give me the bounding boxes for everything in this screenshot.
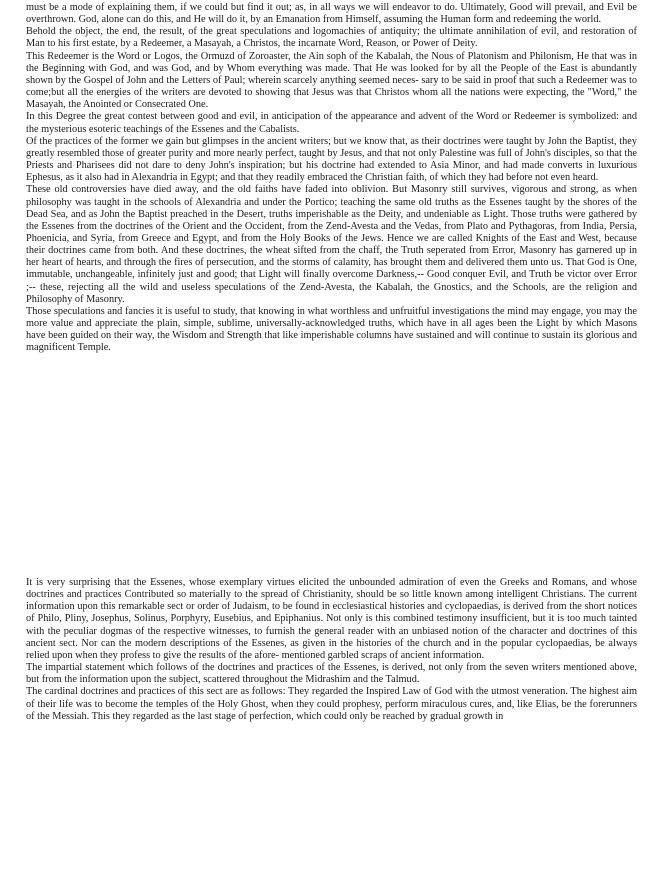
- paragraph: Of the practices of the former we gain but glimpses in the ancient writers; but we know that, as their doctrines were taught by John the Baptist, they greatly resembled those of greater purity and more nearly perfect, taught by Jesus, and that not only Palestine was full of John's disciples, so that the Priests and Pharisees did not dare to deny John's inspiration; but his doctrine had extended to Asia Minor, and had made converts in luxurious Ephesus, as it also had in Alexandria in Egypt; and that they readily embraced the Christian faith, of which they had before not even heard.: [26, 135, 637, 184]
- text-block-top: [26, 2, 637, 355]
- text-block-bottom: [26, 577, 637, 723]
- paragraph: must be a mode of explaining them, if we could but find it out; as, in all ways we will endeavor to do. Ultimately, Good will prevail, and Evil be overthrown. God, alone can do this, and He will do it, by an Emanation from Himself, assuming the Human form and redeeming the world.: [26, 2, 637, 26]
- paragraph: These old controversies have died away, and the old faiths have faded into oblivion. But Masonry still survives, vigorous and strong, as when philosophy was taught in the schools of Alexandria and under the Portico; teaching the same old truths as the Essenes taught by the shores of the Dead Sea, and as John the Baptist preached in the Desert, truths imperishable as the Deity, and undeniable as Light. Those truths were gathered by the Essenes from the doctrines of the Orient and the Occident, from the Zend-Avesta and the Vedas, from Plato and Pythagoras, from India, Persia, Phoenicia, and Syria, from Greece and Egypt, and from the Holy Books of the Jews. Hence we are called Knights of the East and West, because their doctrines came from both. And these doctrines, the wheat sifted from the chaff, the Truth seperated from Error, Masonry has garnered up in her heart of hearts, and through the fires of persecution, and the storms of calamity, has brought them and delivered them unto us. That God is One, immutable, unchangeable, infinitely just and good; that Light will finally overcome Darkness,-- Good conquer Evil, and Truth be victor over Error ;-- these, rejecting all the wild and useless speculations of the Zend-Avesta, the Kabalah, the Gnostics, and the Schools, are the religion and Philosophy of Masonry.: [26, 184, 637, 305]
- paragraph: It is very surprising that the Essenes, whose exemplary virtues elicited the unbounded admiration of even the Greeks and Romans, and whose doctrines and practices Contributed so materially to the spread of Christianity, should be so little known among intelligent Christians. The current information upon this remarkable sect or order of Judaism, to be found in ecclesiastical histories and cyclopaedias, is derived from the short notices of Philo, Pliny, Josephus, Solinus, Porphyry, Eusebius, and Epiphanius. Not only is this combined testimony insufficient, but it is too much tainted with the peculiar dogmas of the respective witnesses, to furnish the general reader with an unbiased notion of the character and doctrines of this ancient sect. Nor can the modern descriptions of the Essenes, as given in the histories of the church and in the popular cyclopaedias, be always relied upon when they profess to give the results of the afore- mentioned garbled scraps of ancient information.: [26, 577, 637, 661]
- paragraph: In this Degree the great contest between good and evil, in anticipation of the appearance and advent of the Word or Redeemer is symbolized: and the mysterious esoteric teachings of the Essenes and the Cabalists.: [26, 111, 637, 135]
- paragraph: The cardinal doctrines and practices of this sect are as follows: They regarded the Inspired Law of God with the utmost veneration. The highest aim of their life was to become the temples of the Holy Ghost, when they could prophesy, perform miraculous cures, and, like Elias, be the forerunners of the Messiah. This they regarded as the last stage of perfection, which could only be reached by gradual growth in: [26, 686, 637, 722]
- paragraph: This Redeemer is the Word or Logos, the Ormuzd of Zoroaster, the Ain soph of the Kabalah, the Nous of Platonism and Philonism, He that was in the Beginning with God, and was God, and by Whom everything was made. That He was looked for by all the People of the East is abundantly shown by the Gospel of John and the Letters of Paul; wherein scarcely anything seemed neces- sary to be said in proof that such a Redeemer was to come;but all the energies of the writers are devoted to showing that Jesus was that Christos whom all the nations were expecting, the "Word," the Masayah, the Anointed or Consecrated One.: [26, 50, 637, 111]
- paragraph: Behold the object, the end, the result, of the great speculations and logomachies of antiquity; the ultimate annihilation of evil, and restoration of Man to his first estate, by a Redeemer, a Masayah, a Christos, the incarnate Word, Reason, or Power of Deity.: [26, 26, 637, 50]
- paragraph: The impartial statement which follows of the doctrines and practices of the Essenes, is derived, not only from the seven writers mentioned above, but from the information upon the subject, scattered throughout the Midrashim and the Talmud.: [26, 662, 637, 686]
- paragraph: Those speculations and fancies it is useful to study, that knowing in what worthless and unfruitful investigations the mind may engage, you may the more value and appreciate the plain, simple, sublime, universally-acknowledged truths, which have in all ages been the Light by which Masons have been guided on their way, the Wisdom and Strength that like imperishable columns have sustained and will continue to sustain its glorious and magnificent Temple.: [26, 305, 637, 354]
